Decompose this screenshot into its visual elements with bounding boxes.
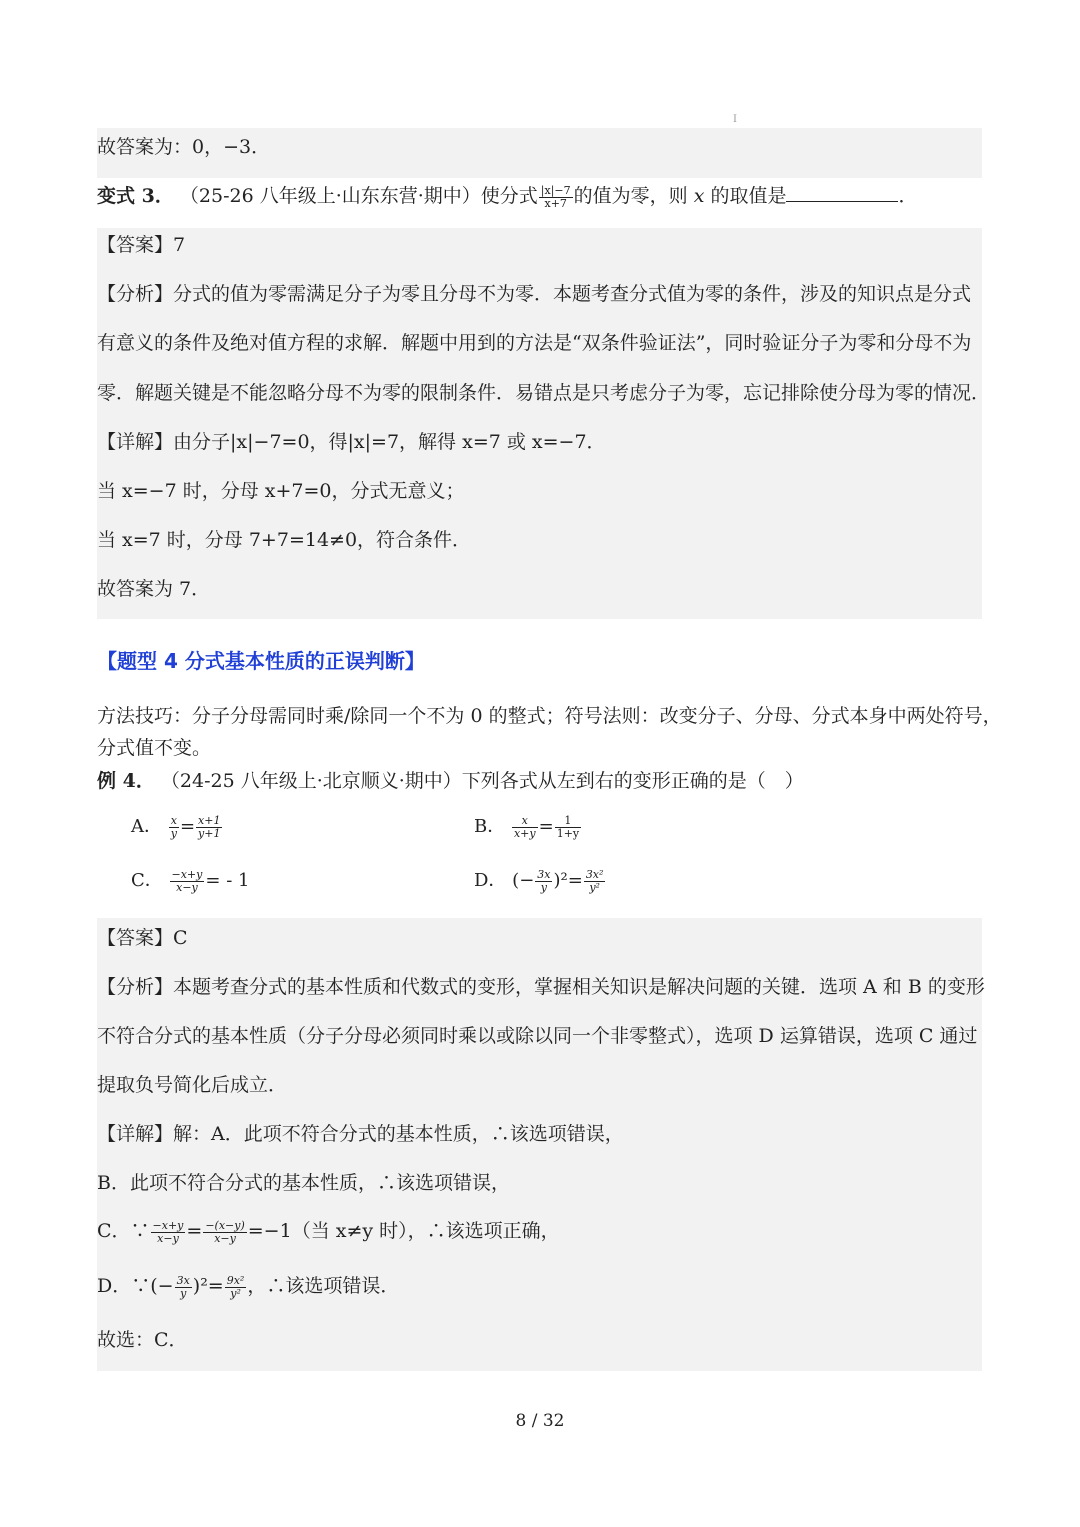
option-b-lhs-den: x+y bbox=[513, 826, 536, 840]
detail-c-frac1-den: x−y bbox=[157, 1231, 179, 1245]
option-a-lhs-num: x bbox=[170, 813, 177, 827]
variant3-var: x bbox=[693, 185, 705, 207]
method-tip-line1: 方法技巧：分子分母需同时乘/除同一个不为 0 的整式；符号法则：改变分子、分母、分式本身中两处符号， bbox=[97, 705, 1002, 727]
option-a-rhs-den: y+1 bbox=[198, 826, 221, 840]
example4-label: 例 4． bbox=[97, 770, 155, 792]
detail-d-frac1 bbox=[175, 1275, 192, 1300]
option-c-lhs-num: −x+y bbox=[171, 867, 203, 881]
option-d[interactable] bbox=[474, 866, 606, 894]
option-d-rhs bbox=[584, 869, 606, 894]
option-d-pre: (− bbox=[512, 870, 535, 891]
section4-title: 【题型 4 分式基本性质的正误判断】 bbox=[97, 649, 425, 673]
option-d-inner-num: 3x bbox=[537, 867, 551, 881]
variant3-text-a: （25-26 八年级上·山东东营·期中）使分式 bbox=[179, 185, 538, 207]
option-a-lhs bbox=[169, 815, 179, 840]
detail-c-eq: = bbox=[186, 1220, 203, 1242]
variant3-end: ． bbox=[898, 185, 918, 207]
answer4-detail-b: B．此项不符合分式的基本性质，∴该选项错误， bbox=[97, 1172, 510, 1194]
answer3-analysis-line1: 【分析】分式的值为零需满足分子为零且分母不为零．本题考查分式值为零的条件，涉及的知识点是分式 bbox=[97, 283, 972, 305]
variant3-fraction bbox=[539, 185, 573, 210]
method-tip-line2: 分式值不变。 bbox=[97, 737, 212, 759]
option-a-label: A． bbox=[131, 816, 162, 837]
answer-blank[interactable] bbox=[786, 183, 898, 202]
option-c-lhs bbox=[170, 869, 205, 894]
option-c-label: C． bbox=[131, 870, 163, 891]
detail-d-frac2-num: 9x² bbox=[226, 1273, 245, 1287]
page-number: 8 / 32 bbox=[515, 1411, 565, 1431]
detail-d-frac2-den: y² bbox=[230, 1286, 241, 1300]
option-d-rhs-den: y² bbox=[589, 880, 600, 894]
option-b-lhs-num: x bbox=[512, 815, 538, 828]
variant3-frac-num: |x|−7 bbox=[540, 183, 571, 197]
answer4-analysis-line1: 【分析】本题考查分式的基本性质和代数式的变形，掌握相关知识是解决问题的关键．选项 A 和 B 的变形 bbox=[97, 976, 985, 998]
answer3-conclusion: 故答案为 7． bbox=[97, 578, 211, 600]
option-c[interactable]: C． $\frac{-x+y}{x-y}$ = - 1 bbox=[131, 867, 250, 894]
detail-c-post: =−1（当 x≠y 时），∴该选项正确， bbox=[247, 1220, 560, 1242]
option-a[interactable]: A． $\frac{x}{y}$ = $\frac{x+1}{y+1}$ bbox=[131, 813, 221, 840]
detail-c-frac1-num: −x+y bbox=[152, 1218, 184, 1232]
answer3-detail-line1: 【详解】由分子|x|−7=0，得|x|=7，解得 x=7 或 x=−7． bbox=[97, 431, 606, 453]
option-d-inner-den: y bbox=[540, 880, 547, 894]
answer3-analysis-line3: 零．解题关键是不能忽略分母不为零的限制条件．易错点是只考虑分子为零，忘记排除使分母为零的情况． bbox=[97, 382, 991, 404]
option-d-label: D． bbox=[474, 870, 507, 891]
example4-question bbox=[97, 768, 804, 794]
answer4-detail-c bbox=[97, 1218, 560, 1245]
option-b-rhs bbox=[555, 815, 581, 840]
option-b[interactable]: B． $\frac{x}{x+y}$ = $\frac{1}{1+y}$ bbox=[474, 813, 580, 840]
answer4-answer: 【答案】C bbox=[97, 927, 188, 949]
option-a-lhs-den: y bbox=[170, 826, 177, 840]
option-a-rhs-num: x+1 bbox=[196, 815, 222, 828]
detail-d-pre: D．∵(− bbox=[97, 1275, 174, 1297]
option-b-lhs bbox=[512, 815, 538, 840]
previous-conclusion: 故答案为：0，−3． bbox=[97, 136, 271, 158]
option-d-post: )²= bbox=[553, 870, 583, 891]
variant3-text-b: 的值为零，则 bbox=[573, 185, 688, 207]
option-c-lhs-den: x−y bbox=[176, 880, 198, 894]
answer3-detail-line3: 当 x=7 时，分母 7+7=14≠0，符合条件． bbox=[97, 529, 472, 551]
variant3-question bbox=[97, 183, 918, 210]
variant3-frac-den: x+7 bbox=[544, 196, 567, 210]
answer4-conclusion: 故选：C． bbox=[97, 1329, 188, 1351]
variant3-label: 变式 3． bbox=[97, 185, 174, 207]
header-mark: I bbox=[733, 114, 737, 125]
detail-c-frac2 bbox=[203, 1220, 246, 1245]
detail-c-frac2-num: −(x−y) bbox=[205, 1218, 245, 1232]
answer4-analysis-line2: 不符合分式的基本性质（分子分母必须同时乘以或除以同一个非零整式），选项 D 运算错误，选项 C 通过 bbox=[97, 1025, 978, 1047]
detail-d-frac1-den: y bbox=[180, 1286, 187, 1300]
detail-c-frac1 bbox=[151, 1220, 186, 1245]
option-b-rhs-den: 1+y bbox=[556, 826, 580, 840]
detail-c-pre: C．∵ bbox=[97, 1220, 150, 1242]
detail-d-frac2 bbox=[225, 1275, 247, 1300]
answer4-detail-d bbox=[97, 1273, 399, 1300]
option-c-rhs: - 1 bbox=[226, 870, 250, 891]
answer3-analysis-line2: 有意义的条件及绝对值方程的求解．解题中用到的方法是“双条件验证法”，同时验证分子为零和分母不为 bbox=[97, 332, 972, 354]
option-d-inner bbox=[535, 869, 552, 894]
option-b-label: B． bbox=[474, 816, 506, 837]
variant3-text-c: 的取值是 bbox=[710, 185, 787, 207]
option-a-rhs bbox=[196, 815, 222, 840]
answer3-answer: 【答案】7 bbox=[97, 234, 186, 256]
option-b-rhs-num: 1 bbox=[555, 815, 581, 828]
detail-d-post: ，∴该选项错误． bbox=[247, 1275, 400, 1297]
detail-c-frac2-den: x−y bbox=[214, 1231, 236, 1245]
option-d-rhs-num: 3x² bbox=[585, 867, 604, 881]
answer3-detail-line2: 当 x=−7 时，分母 x+7=0，分式无意义； bbox=[97, 480, 465, 502]
answer4-analysis-line3: 提取负号简化后成立． bbox=[97, 1074, 288, 1096]
example4-text: （24-25 八年级上·北京顺义·期中）下列各式从左到右的变形正确的是（ ） bbox=[160, 770, 804, 792]
detail-d-mid: )²= bbox=[192, 1275, 224, 1297]
detail-d-frac1-num: 3x bbox=[176, 1273, 190, 1287]
answer4-detail-a: 【详解】解：A．此项不符合分式的基本性质，∴该选项错误， bbox=[97, 1123, 624, 1145]
